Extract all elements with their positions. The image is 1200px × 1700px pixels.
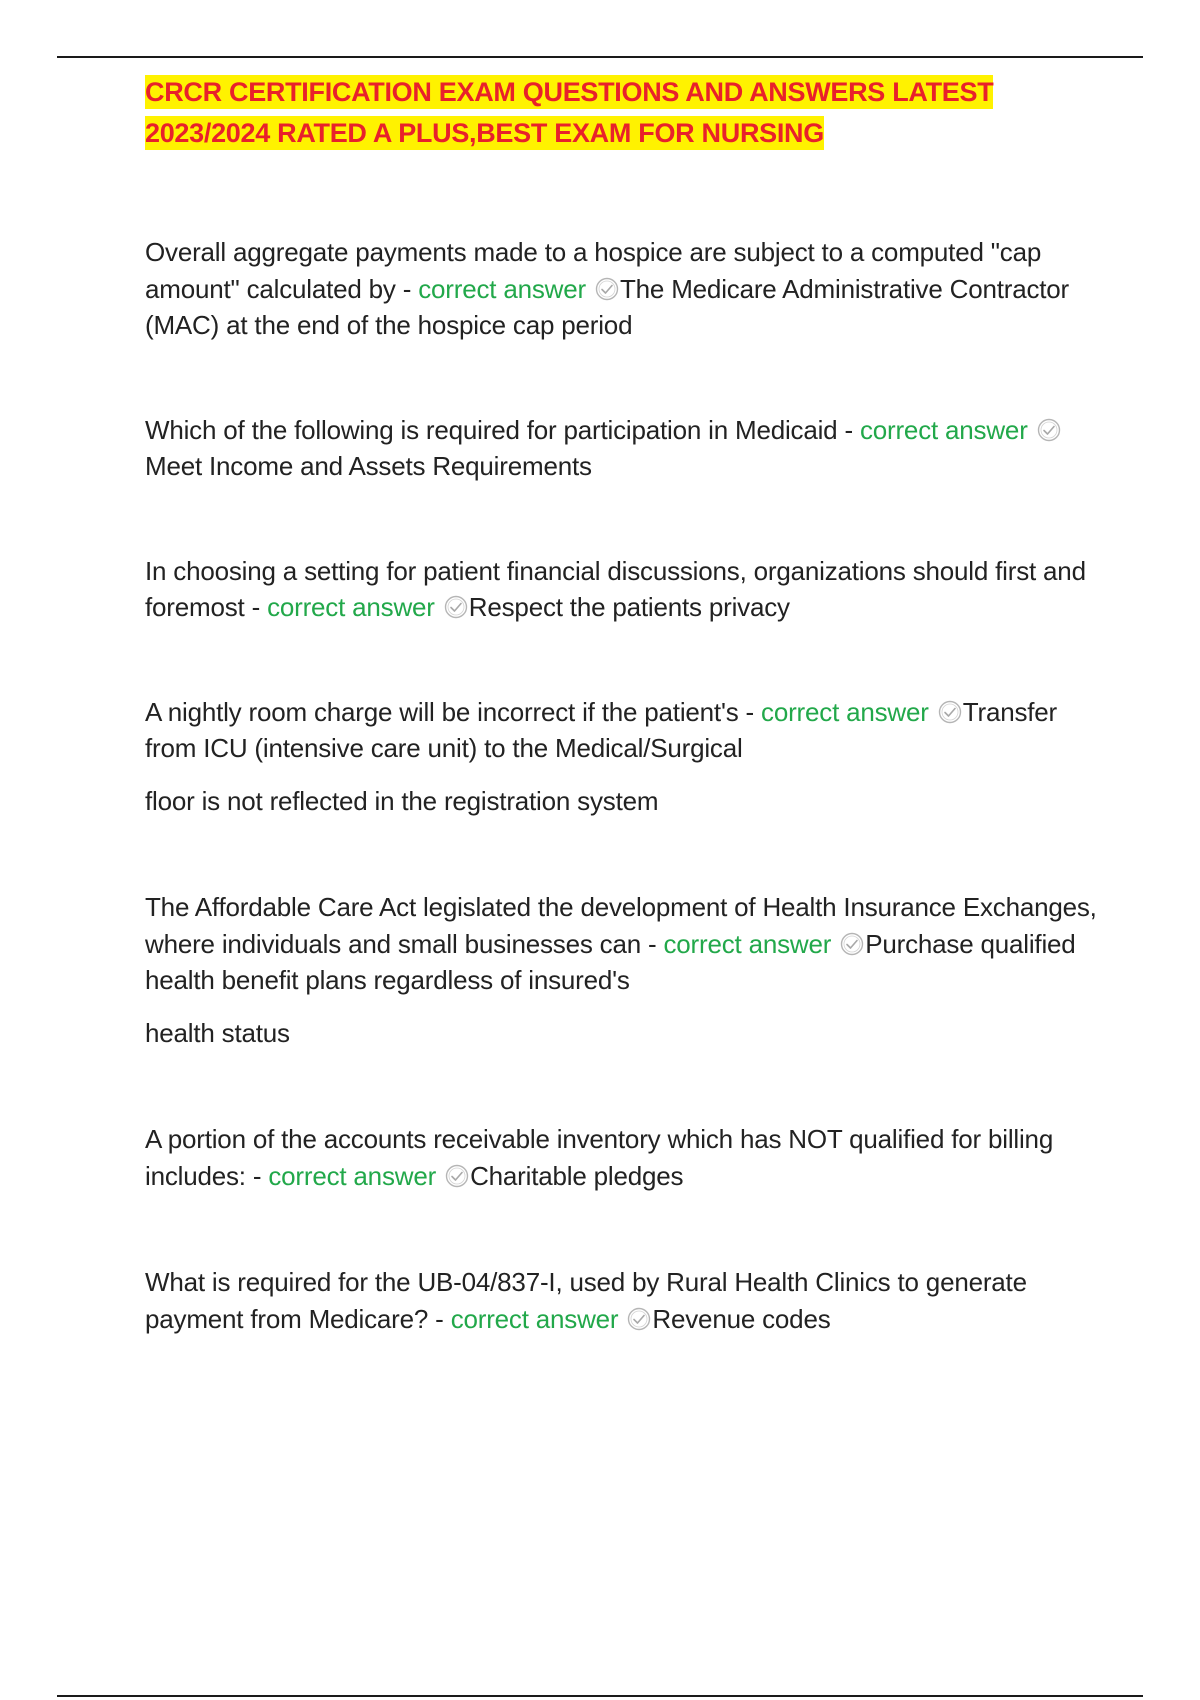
question-text: A nightly room charge will be incorrect if the patient's - [145,696,754,727]
check-circle-icon [445,1164,469,1188]
check-circle-icon [840,932,864,956]
qa-item-4 [145,694,1105,767]
check-circle-icon [1037,418,1061,442]
document-body [145,72,1105,1337]
answer-text: Respect the patients privacy [468,592,790,622]
qa-item-3 [145,553,1105,626]
answer-text: Transfer from ICU (intensive care unit) to the Medical/Surgical [145,696,1058,763]
qa-item-7 [145,1264,1105,1337]
question-text: In choosing a setting for patient financial discussions, organizations should first and foremost - [145,555,1086,622]
qa-item-1 [145,234,1105,344]
check-circle-icon [627,1307,651,1331]
question-text: What is required for the UB-04/837-I, used by Rural Health Clinics to generate payment from Medicare? - [145,1267,1027,1334]
correct-answer-label: correct answer [450,1303,619,1334]
answer-text: Purchase qualified health benefit plans regardless of insured's [145,928,1076,995]
document-title [145,72,1105,154]
check-circle-icon [938,700,962,724]
question-text: A portion of the accounts receivable inventory which has NOT qualified for billing includes: - [145,1124,1054,1191]
correct-answer-label: correct answer [267,592,435,622]
correct-answer-label: correct answer [418,273,586,304]
correct-answer-label: correct answer [761,696,929,727]
answer-continuation: health status [145,1017,290,1048]
qa-item-2 [145,412,1105,485]
answer-text: Revenue codes [652,1303,831,1334]
title-highlight: CRCR CERTIFICATION EXAM QUESTIONS AND ANSWERS LATEST 2023/2024 RATED A PLUS,BEST EXAM FOR NURSING [145,77,994,148]
answer-text: The Medicare Administrative Contractor (MAC) at the end of the hospice cap period [145,273,1070,340]
bottom-rule [57,1695,1143,1697]
question-text: Overall aggregate payments made to a hospice are subject to a computed "cap amount" calculated by - [145,237,1042,304]
answer-text: Charitable pledges [470,1160,684,1191]
answer-text: Meet Income and Assets Requirements [145,451,592,481]
question-text: The Affordable Care Act legislated the development of Health Insurance Exchanges, where individuals and small businesses can - [145,892,1097,959]
answer-continuation: floor is not reflected in the registration system [145,785,659,816]
check-circle-icon [444,595,468,619]
qa-item-5 [145,889,1105,999]
correct-answer-label: correct answer [859,414,1028,445]
top-rule [57,56,1143,58]
qa-item-6 [145,1121,1105,1194]
correct-answer-label: correct answer [268,1160,437,1191]
check-circle-icon [595,277,619,301]
correct-answer-label: correct answer [663,928,832,959]
question-text: Which of the following is required for participation in Medicaid - [145,414,853,445]
